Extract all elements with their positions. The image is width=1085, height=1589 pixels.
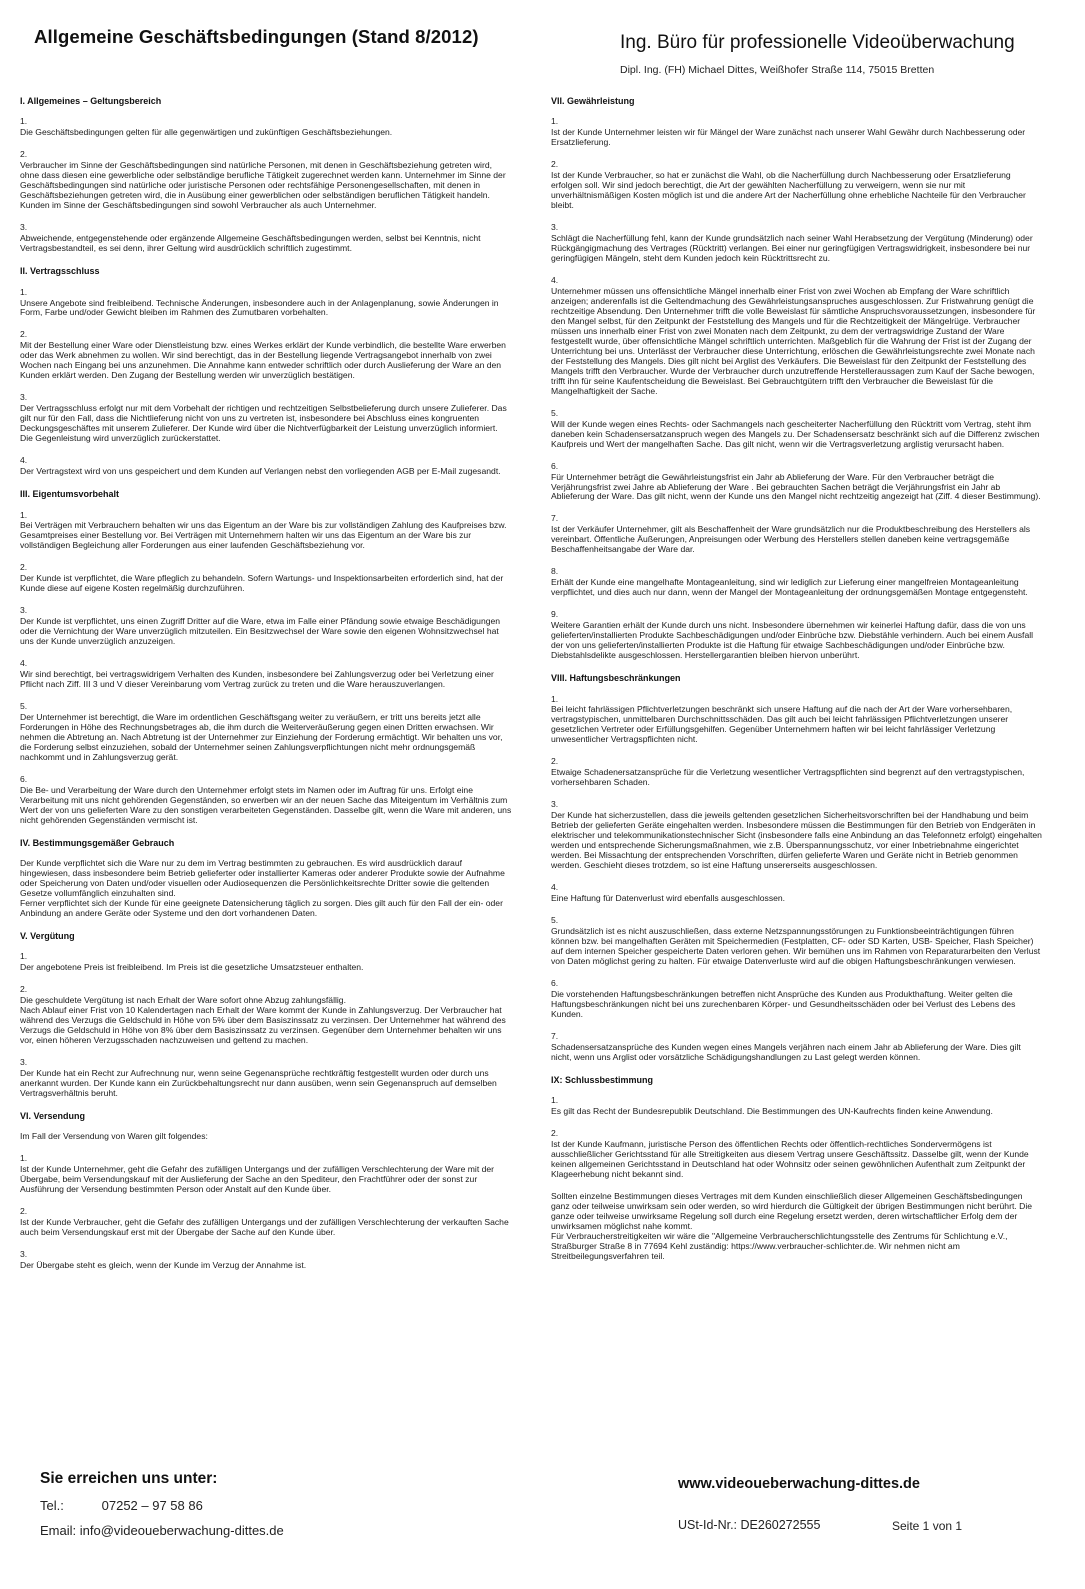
- contact-heading: Sie erreichen uns unter:: [40, 1470, 218, 1487]
- clause-number: 1.: [551, 116, 559, 127]
- clause: [20, 1250, 512, 1271]
- clause: [20, 150, 512, 211]
- phone-label: Tel.:: [40, 1498, 64, 1513]
- clause-text: Etwaige Schadenersatzansprüche für die Verletzung wesentlicher Vertragspflichten sind begrenzt auf den vertragstypischen, vorhersehbaren Schaden.: [551, 767, 1025, 788]
- right-column: [551, 96, 1043, 1274]
- clause-number: 1.: [20, 286, 28, 297]
- clause-number: 3.: [20, 605, 28, 616]
- clause: [551, 160, 1043, 211]
- clause-number: 1.: [20, 116, 28, 127]
- clause-text: Mit der Bestellung einer Ware oder Dienstleistung bzw. eines Werkes erklärt der Kunde verbindlich, die bestellte Ware erwerben oder das Werk abnehmen zu wollen. Wir sind berechtigt, das in der Bestellung liegende Vertragsangebot innerhalb von zwei Wochen nach Eingang bei uns anzunehmen. Die Annahme kann entweder schriftlich oder durch Auslieferung der Ware an den Kunden erklärt werden. Den Zugang der Bestellung werden wir unverzüglich bestätigen.: [20, 340, 506, 381]
- section-heading: II. Vertragsschluss: [20, 266, 100, 277]
- clause-number: 3.: [20, 392, 28, 403]
- section: [551, 96, 1043, 661]
- clause: [20, 1058, 512, 1099]
- clause: [551, 883, 1043, 904]
- clause: [20, 859, 512, 919]
- clause-text: Der angebotene Preis ist freibleibend. Im Preis ist die gesetzliche Umsatzsteuer enthalten.: [20, 962, 364, 973]
- clause-text: Es gilt das Recht der Bundesrepublik Deutschland. Die Bestimmungen des UN-Kaufrechts finden keine Anwendung.: [551, 1106, 993, 1116]
- clause-text: Abweichende, entgegenstehende oder ergänzende Allgemeine Geschäftsbedingungen werden, selbst bei Kenntnis, nicht Vertragsbestandteil, es sei denn, ihrer Geltung wird ausdrücklich schriftlich zugestimmt.: [20, 233, 481, 254]
- clause-number: 2.: [20, 562, 28, 573]
- email-address: info@videoueberwachung-dittes.de: [79, 1523, 284, 1538]
- clause-text: Der Vertragstext wird von uns gespeichert und dem Kunden auf Verlangen nebst den vorliegenden AGB per E-Mail zugesandt.: [20, 466, 501, 477]
- clause: [20, 606, 512, 647]
- section-heading: IX: Schlussbestimmung: [551, 1074, 654, 1085]
- clause-text: Bei Verträgen mit Verbrauchern behalten wir uns das Eigentum an der Ware bis zur vollständigen Zahlung des Kaufpreises bzw. Gesamtpreises einer Bestellung vor. Bei Verträgen mit Unternehmern halten wir uns das Eigentum an der Ware bis zur vollständigen Begleichung aller Forderungen aus einer laufenden Geschäftsbeziehung vor.: [20, 520, 507, 551]
- document-title: Allgemeine Geschäftsbedingungen (Stand 8/2012): [34, 26, 479, 47]
- clause-text: Ist der Kunde Verbraucher, so hat er zunächst die Wahl, ob die Nacherfüllung durch Nachbesserung oder Ersatzlieferung erfolgen soll. Wir sind jedoch berechtigt, die Art der gewählten Nacherfüllung zu verweigern, wenn sie nur mit unverhältnismäßigen Kosten möglich ist und die andere Art der Nacherfüllung ohne erhebliche Nachteile für den Verbraucher bleibt.: [551, 170, 1026, 211]
- clause-number: 1.: [551, 1095, 559, 1106]
- clause-text: Der Unternehmer ist berechtigt, die Ware im ordentlichen Geschäftsgang weiter zu veräußern, er tritt uns bereits jetzt alle Forderungen in Höhe des Rechnungsbetrages ab, die ihm durch die Weiterveräußerung gegen einen Dritten erwachsen. Wir nehmen die Abtretung an. Nach Abtretung ist der Unternehmer zur Einziehung der Forderung ermächtigt. Wir behalten uns vor, die Forderung selbst einzuziehen, sobald der Unternehmer seinen Zahlungsverpflichtungen nicht mehr ordnungsgemäß nachkommt und in Zahlungsverzug gerät.: [20, 712, 503, 762]
- section: [551, 1075, 1043, 1262]
- clause-text: Ist der Kunde Unternehmer leisten wir für Mängel der Ware zunächst nach unserer Wahl Gewähr durch Nachbesserung oder Ersatzlieferung.: [551, 127, 1026, 148]
- clause-number: 3.: [20, 1057, 28, 1068]
- clause-text: Der Übergabe steht es gleich, wenn der Kunde im Verzug der Annahme ist.: [20, 1260, 307, 1271]
- clause-number: 2.: [551, 756, 559, 767]
- clause-text: Wir sind berechtigt, bei vertragswidrigem Verhalten des Kunden, insbesondere bei Zahlungsverzug oder bei Verletzung einer Pflicht nach Ziff. III 3 und V dieser Vereinbarung vom Vertrag zurück zu treten und die Ware herauszuverlangen.: [20, 669, 494, 690]
- clause-text: Im Fall der Versendung von Waren gilt folgendes:: [20, 1131, 208, 1142]
- clause-number: 4.: [20, 455, 28, 466]
- clause: [20, 117, 512, 138]
- clause: [551, 1096, 1043, 1117]
- clause-text: Der Kunde hat ein Recht zur Aufrechnung nur, wenn seine Gegenansprüche rechtkräftig festgestellt wurden oder durch uns anerkannt wurden. Der Kunde kann ein Zurückbehaltungsrecht nur dann ausüben, wenn sein Gegenanspruch auf demselben Vertragsverhältnis beruht.: [20, 1068, 497, 1099]
- phone-number: 07252 – 97 58 86: [101, 1498, 203, 1513]
- clause: [20, 985, 512, 1046]
- clause-text: Ist der Kunde Kaufmann, juristische Person des öffentlichen Rechts oder öffentlich-rechtliches Sondervermögens ist ausschließlicher Gerichtsstand für alle Streitigkeiten aus diesem Vertrag unsere Geschäftssitz. Dasselbe gilt, wenn der Kunde keinen allgemeinen Gerichtsstand in Deutschland hat oder Wohnsitz oder seinen gewöhnlichen Aufenthalt zum Zeitpunkt der Klageerhebung nicht bekannt sind.: [551, 1138, 1029, 1179]
- clause: [20, 456, 512, 477]
- clause-number: 1.: [20, 509, 28, 520]
- clause-number: 2.: [20, 1206, 28, 1217]
- company-name: Ing. Büro für professionelle Videoüberwachung: [620, 32, 1015, 53]
- clause: [551, 757, 1043, 788]
- clause: [551, 800, 1043, 871]
- clause-number: 4.: [551, 882, 559, 893]
- clause-text: Schlägt die Nacherfüllung fehl, kann der Kunde grundsätzlich nach seiner Wahl Herabsetzung der Vergütung (Minderung) oder Rückgängigmachung des Vertrages (Rücktritt) verlangen. Bei einer nur geringfügigen Vertragswidrigkeit, insbesondere bei nur geringfügigen Mängeln, steht dem Kunden jedoch kein Rücktrittsrecht zu.: [551, 233, 1033, 264]
- clause-number: 2.: [20, 984, 28, 995]
- email-line: [40, 1523, 284, 1538]
- clause-text: Unternehmer müssen uns offensichtliche Mängel innerhalb einer Frist von zwei Wochen ab Empfang der Ware schriftlich anzeigen; anderenfalls ist die Geltendmachung des Gewährleistungsanspruches ausgeschlossen. Zur Fristwahrung genügt die rechtzeitige Absendung. Den Unternehmer trifft die volle Beweislast für sämtliche Anspruchsvoraussetzungen, insbesondere für den Mangel selbst, für den Zeitpunkt der Feststellung des Mangels und für die Rechtzeitigkeit der Mängelrüge. Verbraucher müssen uns innerhalb einer Frist von zwei Monaten nach dem Zeitpunkt, zu dem der vertragswidrige Zustand der Ware festgestellt wurde, über offensichtliche Mängel schriftlich unterrichten. Maßgeblich für die Wahrung der Frist ist der Zugang der Unterrichtung bei uns. Unterlässt der Verbraucher diese Unterrichtung, erlöschen die Gewährleistungsrechte zwei Monate nach der Feststellung des Mangels. Dies gilt nicht bei Arglist des Verkäufers. Die Beweislast für den Zeitpunkt der Feststellung des Mangels trifft den Verbraucher. Wurde der Verbraucher durch unzutreffende Herstelleraussagen zum Kauf der Sache bewogen, trifft ihn für seine Kaufentscheidung die Beweislast. Bei Gebrauchtgütern trifft den Verbraucher die Beweislast für die Mangelhaftigkeit der Sache.: [551, 286, 1036, 396]
- clause: [551, 223, 1043, 264]
- clause: [551, 916, 1043, 967]
- website-url: www.videoueberwachung-dittes.de: [678, 1476, 920, 1492]
- section-heading: IV. Bestimmungsgemäßer Gebrauch: [20, 837, 175, 848]
- clause-text: Grundsätzlich ist es nicht auszuschließen, dass externe Netzspannungsstörungen zu Funktionsbeeinträchtigungen führen können bzw. bei mangelhaften Geräten mit Speichermedien (Festplatten, CF- oder SD Karten, USB- Speicher, Flash Speicher) auf dem internen Speicher gespeicherte Daten verloren gehen. Wir bemühen uns im Rahmen von Reparaturarbeiten den Verlust von Daten möglichst gering zu halten. Für etwaige Datenverluste wird auf die obigen Haftungsbeschränkungen verwiesen.: [551, 925, 1041, 966]
- clause-text: Der Kunde hat sicherzustellen, dass die jeweils geltenden gesetzlichen Sicherheitsvorschriften bei der Handhabung und beim Betrieb der gelieferten Geräte eingehalten werden. Insbesondere müssen die Bestimmungen für den Betrieb von Endgeräten in elektrischer und telekommunikationstechnischer Sicht (insbesondere falls eine Anbindung an das Telefonnetz erfolgt) eingehalten werden und entsprechende Sicherungsmaßnahmen, wie z.B. Überspannungsschutz, vor einer Inbetriebnahme eingerichtet werden. Bei Missachtung der entsprechenden Vorschriften, dürfen gelieferte Waren und Geräte nicht in Betrieb genommen werden. Geschieht dieses trotzdem, so ist eine Haftung unsererseits ausgeschlossen.: [551, 810, 1042, 871]
- clause: [20, 1132, 512, 1142]
- company-address: Dipl. Ing. (FH) Michael Dittes, Weißhofer Straße 114, 75015 Bretten: [620, 64, 935, 76]
- clause-text: Erhält der Kunde eine mangelhafte Montageanleitung, sind wir lediglich zur Lieferung einer mangelfreien Montageanleitung verpflichtet, und dies auch nur dann, wenn der Mangel der Montageanleitung der ordnungsgemäßen Montage entgegensteht.: [551, 577, 1028, 598]
- clause-number: 3.: [551, 222, 559, 233]
- clause: [20, 1207, 512, 1238]
- page-number: Seite 1 von 1: [892, 1519, 963, 1533]
- section: [20, 266, 512, 477]
- clause-number: 5.: [551, 407, 559, 418]
- phone-line: [40, 1498, 284, 1513]
- clause-text: Die Geschäftsbedingungen gelten für alle gegenwärtigen und zukünftigen Geschäftsbeziehungen.: [20, 127, 393, 138]
- clause: [551, 1129, 1043, 1180]
- clause-number: 7.: [551, 1030, 559, 1041]
- clause-number: 8.: [551, 566, 559, 577]
- section: [551, 673, 1043, 1063]
- clause: [20, 702, 512, 763]
- section: [20, 489, 512, 826]
- clause-number: 6.: [551, 977, 559, 988]
- clause-text: Der Kunde ist verpflichtet, uns einen Zugriff Dritter auf die Ware, etwa im Falle einer Pfändung sowie etwaige Beschädigungen oder die Vernichtung der Ware unverzüglich mitzuteilen. Ein Besitzwechsel der Ware sowie den eigenen Wohnsitzwechsel hat uns der Kunde unverzüglich anzuzeigen.: [20, 616, 501, 647]
- clause-text: Unsere Angebote sind freibleibend. Technische Änderungen, insbesondere auch in der Anlagenplanung, sowie Änderungen in Form, Farbe und/oder Gewicht bleiben im Rahmen des Zumutbaren vorbehalten.: [20, 297, 499, 318]
- clause-text: Die vorstehenden Haftungsbeschränkungen betreffen nicht Ansprüche des Kunden aus Produkthaftung. Weiter gelten die Haftungsbeschränkungen nicht bei uns zurechenbaren Körper- und Gesundheitsschäden oder bei Verlust des Lebens des Kunden.: [551, 988, 1016, 1019]
- clause-number: 2.: [20, 329, 28, 340]
- clause-text: Bei leicht fahrlässigen Pflichtverletzungen beschränkt sich unsere Haftung auf die nach der Art der Ware vorhersehbaren, vertragstypischen, unmittelbaren Durchschnittsschäden. Das gilt auch bei leicht fahrlässigen Pflichtverletzungen unserer gesetzlichen Vertreter oder Erfüllungsgehilfen. Gegenüber Unternehmern haften wir bei leicht fahrlässiger Verletzung unwesentlicher Vertragspflichten nicht.: [551, 704, 1013, 745]
- clause-number: 2.: [551, 1127, 559, 1138]
- clause: [20, 223, 512, 254]
- clause: [551, 514, 1043, 555]
- left-column: [20, 96, 512, 1283]
- clause: [20, 775, 512, 826]
- clause: [20, 1154, 512, 1195]
- clause: [20, 511, 512, 552]
- section-heading: VII. Gewährleistung: [551, 96, 635, 106]
- clause: [20, 330, 512, 381]
- contact-block: [40, 1470, 284, 1548]
- section: [20, 1111, 512, 1271]
- clause-text: Der Kunde verpflichtet sich die Ware nur zu dem im Vertrag bestimmten zu gebrauchen. Es wird ausdrücklich darauf hingewiesen, dass insbesondere beim Betrieb gelieferter oder installierter Kameras oder anderer Produkte sowie der Aufnahme oder Speicherung von Daten und/oder visuellen oder Audiosequenzen die Persönlichkeitsrechte Dritter sowie die geltenden Gesetze vollumfänglich einzuhalten sind. Ferner verpflichtet sich der Kunde für eine geeignete Datensicherung täglich zu sorgen. Dies gilt auch für den Fall der ein- oder Anbindung an andere Geräte oder Systeme und den dort vorhandenen Daten.: [20, 858, 505, 918]
- section: [20, 838, 512, 919]
- clause-text: Die geschuldete Vergütung ist nach Erhalt der Ware sofort ohne Abzug zahlungsfällig. Nach Ablauf einer Frist von 10 Kalendertagen nach Erhalt der Ware kommt der Kunde in Zahlungsverzug. Der Verbraucher hat während des Verzugs die Geldschuld in Höhe von 5% über dem Basiszinssatz zu verzinsen. Der Unternehmer hat während des Verzugs die Geldschuld in Höhe von 8% über dem Basiszinssatz zu verzinsen. Gegenüber dem Unternehmer behalten wir uns vor, einen höheren Verzugsschaden nachzuweisen und geltend zu machen.: [20, 995, 506, 1046]
- clause-number: 4.: [551, 275, 559, 286]
- vat-id: USt-Id-Nr.: DE260272555: [678, 1518, 821, 1532]
- clause-text: Schadensersatzansprüche des Kunden wegen eines Mangels verjähren nach einem Jahr ab Ablieferung der Ware. Dies gilt nicht, wenn uns Arglist oder vorsätzliche Schädigungshandlungen zu Last gelegt werden können.: [551, 1041, 1021, 1062]
- clause-text: Ist der Kunde Verbraucher, geht die Gefahr des zufälligen Untergangs und der zufälligen Verschlechterung der verkauften Sache auch beim Versendungskauf erst mit der Übergabe der Sache auf den Kunde über.: [20, 1217, 509, 1238]
- clause: [20, 952, 512, 973]
- clause-number: 1.: [20, 1153, 28, 1164]
- clause-number: 3.: [20, 1249, 28, 1260]
- clause: [551, 409, 1043, 450]
- clause: [20, 563, 512, 594]
- clause-text: Die Be- und Verarbeitung der Ware durch den Unternehmer erfolgt stets im Namen oder im Auftrag für uns. Erfolgt eine Verarbeitung mit uns nicht gehörenden Gegenständen, so erwerben wir an der neuen Sache das Miteigentum im Verhältnis zum Wert der von uns gelieferten Ware zu den sonstigen verarbeiteten Gegenständen. Dasselbe gilt, wenn die Ware mit anderen, uns nicht gehörenden Gegenständen vermischt ist.: [20, 784, 512, 825]
- clause-number: 7.: [551, 513, 559, 524]
- section-heading: III. Eigentumsvorbehalt: [20, 489, 120, 500]
- clause: [551, 1032, 1043, 1063]
- clause: [551, 610, 1043, 661]
- section-heading: I. Allgemeines – Geltungsbereich: [20, 96, 162, 106]
- clause: [551, 567, 1043, 598]
- clause-text: Für Unternehmer beträgt die Gewährleistungsfrist ein Jahr ab Ablieferung der Ware. Für den Verbraucher beträgt die Verjährungsfrist zwei Jahre ab Ablieferung der Ware . Bei gebrauchten Sachen beträgt die Verjährungsfrist ein Jahr ab Ablieferung der Ware. Das gilt nicht, wenn der Kunde uns den Mangel nicht rechtzeitig angezeigt hat (Ziff. 4 dieser Bestimmung).: [551, 471, 1041, 502]
- clause-number: 5.: [20, 701, 28, 712]
- clause-number: 1.: [20, 951, 28, 962]
- clause-text: Ist der Verkäufer Unternehmer, gilt als Beschaffenheit der Ware grundsätzlich nur die Produktbeschreibung des Herstellers als vereinbart. Öffentliche Äußerungen, Anpreisungen oder Werbung des Herstellers stellen daneben keine vertragsgemäße Beschaffenheitsangabe der Ware dar.: [551, 524, 1031, 555]
- section-heading: V. Vergütung: [20, 930, 75, 941]
- clause-number: 9.: [551, 609, 559, 620]
- clause-number: 6.: [20, 773, 28, 784]
- section-heading: VIII. Haftungsbeschränkungen: [551, 673, 681, 684]
- section: [20, 96, 512, 254]
- clause-text: Eine Haftung für Datenverlust wird ebenfalls ausgeschlossen.: [551, 893, 786, 903]
- section: [20, 931, 512, 1099]
- clause-text: Weitere Garantien erhält der Kunde durch uns nicht. Insbesondere übernehmen wir keinerlei Haftung dafür, dass die von uns gelieferten/installierten Produkte Sachbeschädigungen und/oder Einbrüche bzw. Diebstähle verhindern. Auch bei einem Ausfall der von uns gelieferten/installierten Produkte ist die Haftung für etwaige Sachbeschädigungen und/oder Einbrüche bzw. Diebstahlsdelikte ausgeschlossen. Herstellergarantien bleiben hiervon unberührt.: [551, 620, 1034, 661]
- header-left: [34, 26, 479, 48]
- clause-number: 2.: [551, 159, 559, 170]
- clause: [551, 117, 1043, 148]
- clause: [20, 659, 512, 690]
- clause-text: Der Vertragsschluss erfolgt nur mit dem Vorbehalt der richtigen und rechtzeitigen Selbstbelieferung durch unsere Zulieferer. Das gilt nur für den Fall, dass die Nichtlieferung nicht von uns zu vertreten ist, insbesondere bei Abschluss eines kongruenten Deckungsgeschäftes mit unserem Zulieferer. Der Kunde wird über die Nichtverfügbarkeit der Leistung unverzüglich informiert. Die Gegenleistung wird unverzüglich zurückerstattet.: [20, 403, 507, 444]
- clause: [551, 276, 1043, 397]
- clause-number: 6.: [551, 460, 559, 471]
- clause: [551, 695, 1043, 746]
- section-heading: VI. Versendung: [20, 1111, 86, 1122]
- header-right: [620, 32, 1060, 76]
- clause-text: Der Kunde ist verpflichtet, die Ware pfleglich zu behandeln. Sofern Wartungs- und Inspektionsarbeiten erforderlich sind, hat der Kunde diese auf eigene Kosten regelmäßig durchzuführen.: [20, 573, 504, 594]
- clause: [20, 288, 512, 319]
- clause-text: Ist der Kunde Unternehmer, geht die Gefahr des zufälligen Untergangs und der zufälligen Verschlechterung der Ware mit der Übergabe, beim Versendungskauf mit der Auslieferung der Sache an den Spediteur, den Frachtführer oder der sonst zur Ausführung der Versendung bestimmten Person oder Anstalt auf den Kunde über.: [20, 1164, 495, 1195]
- clause-number: 2.: [20, 149, 28, 160]
- clause: [551, 979, 1043, 1020]
- clause: [551, 1192, 1043, 1262]
- clause-number: 1.: [551, 693, 559, 704]
- clause-number: 5.: [551, 914, 559, 925]
- clause-text: Sollten einzelne Bestimmungen dieses Vertrages mit dem Kunden einschließlich dieser Allgemeinen Geschäftsbedingungen ganz oder teilweise unwirksam sein oder werden, so wird hierdurch die Gültigkeit der übrigen Bestimmungen nicht berührt. Die ganze oder teilweise unwirksame Regelung soll durch eine Regelung ersetzt werden, deren wirtschaftlicher Erfolg dem der unwirksamen möglichst nahe kommt. Für Verbraucherstreitigkeiten wir wäre die "Allgemeine Verbraucherschlichtungsstelle des Zentrums für Schlichtung e.V., Straßburger Straße 8 in 77694 Kehl zuständig: https://www.verbraucher-schlichter.de. Wir nehmen nicht am Streitbeilegungsverfahren teil.: [551, 1190, 1033, 1261]
- email-label: Email:: [40, 1523, 77, 1538]
- clause-number: 3.: [551, 799, 559, 810]
- clause-number: 4.: [20, 658, 28, 669]
- clause: [551, 462, 1043, 503]
- clause-text: Will der Kunde wegen eines Rechts- oder Sachmangels nach gescheiterter Nacherfüllung den Rücktritt vom Vertrag, steht ihm daneben kein Schadensersatzanspruch wegen des Mangels zu. Der Schadensersatz beschränkt sich auf die Differenz zwischen Kaufpreis und Wert der mangelhaften Sache. Das gilt nicht, wenn wir die Vertragsverletzung arglistig verursacht haben.: [551, 418, 1040, 449]
- clause-text: Verbraucher im Sinne der Geschäftsbedingungen sind natürliche Personen, mit denen in Geschäftsbeziehung getreten wird, ohne dass diesen eine gewerbliche oder selbständige berufliche Tätigkeit zugerechnet werden kann. Unternehmer im Sinne der Geschäftsbedingungen sind natürliche oder juristische Personen oder rechtsfähige Personengesellschaften, mit denen in Geschäftsbeziehungen getreten wird, die in Ausübung einer gewerblichen oder selbständigen beruflichen Tätigkeit handeln. Kunden im Sinne der Geschäftsbedingungen sind sowohl Verbraucher als auch Unternehmer.: [20, 160, 506, 211]
- clause: [20, 393, 512, 444]
- clause-number: 3.: [20, 222, 28, 233]
